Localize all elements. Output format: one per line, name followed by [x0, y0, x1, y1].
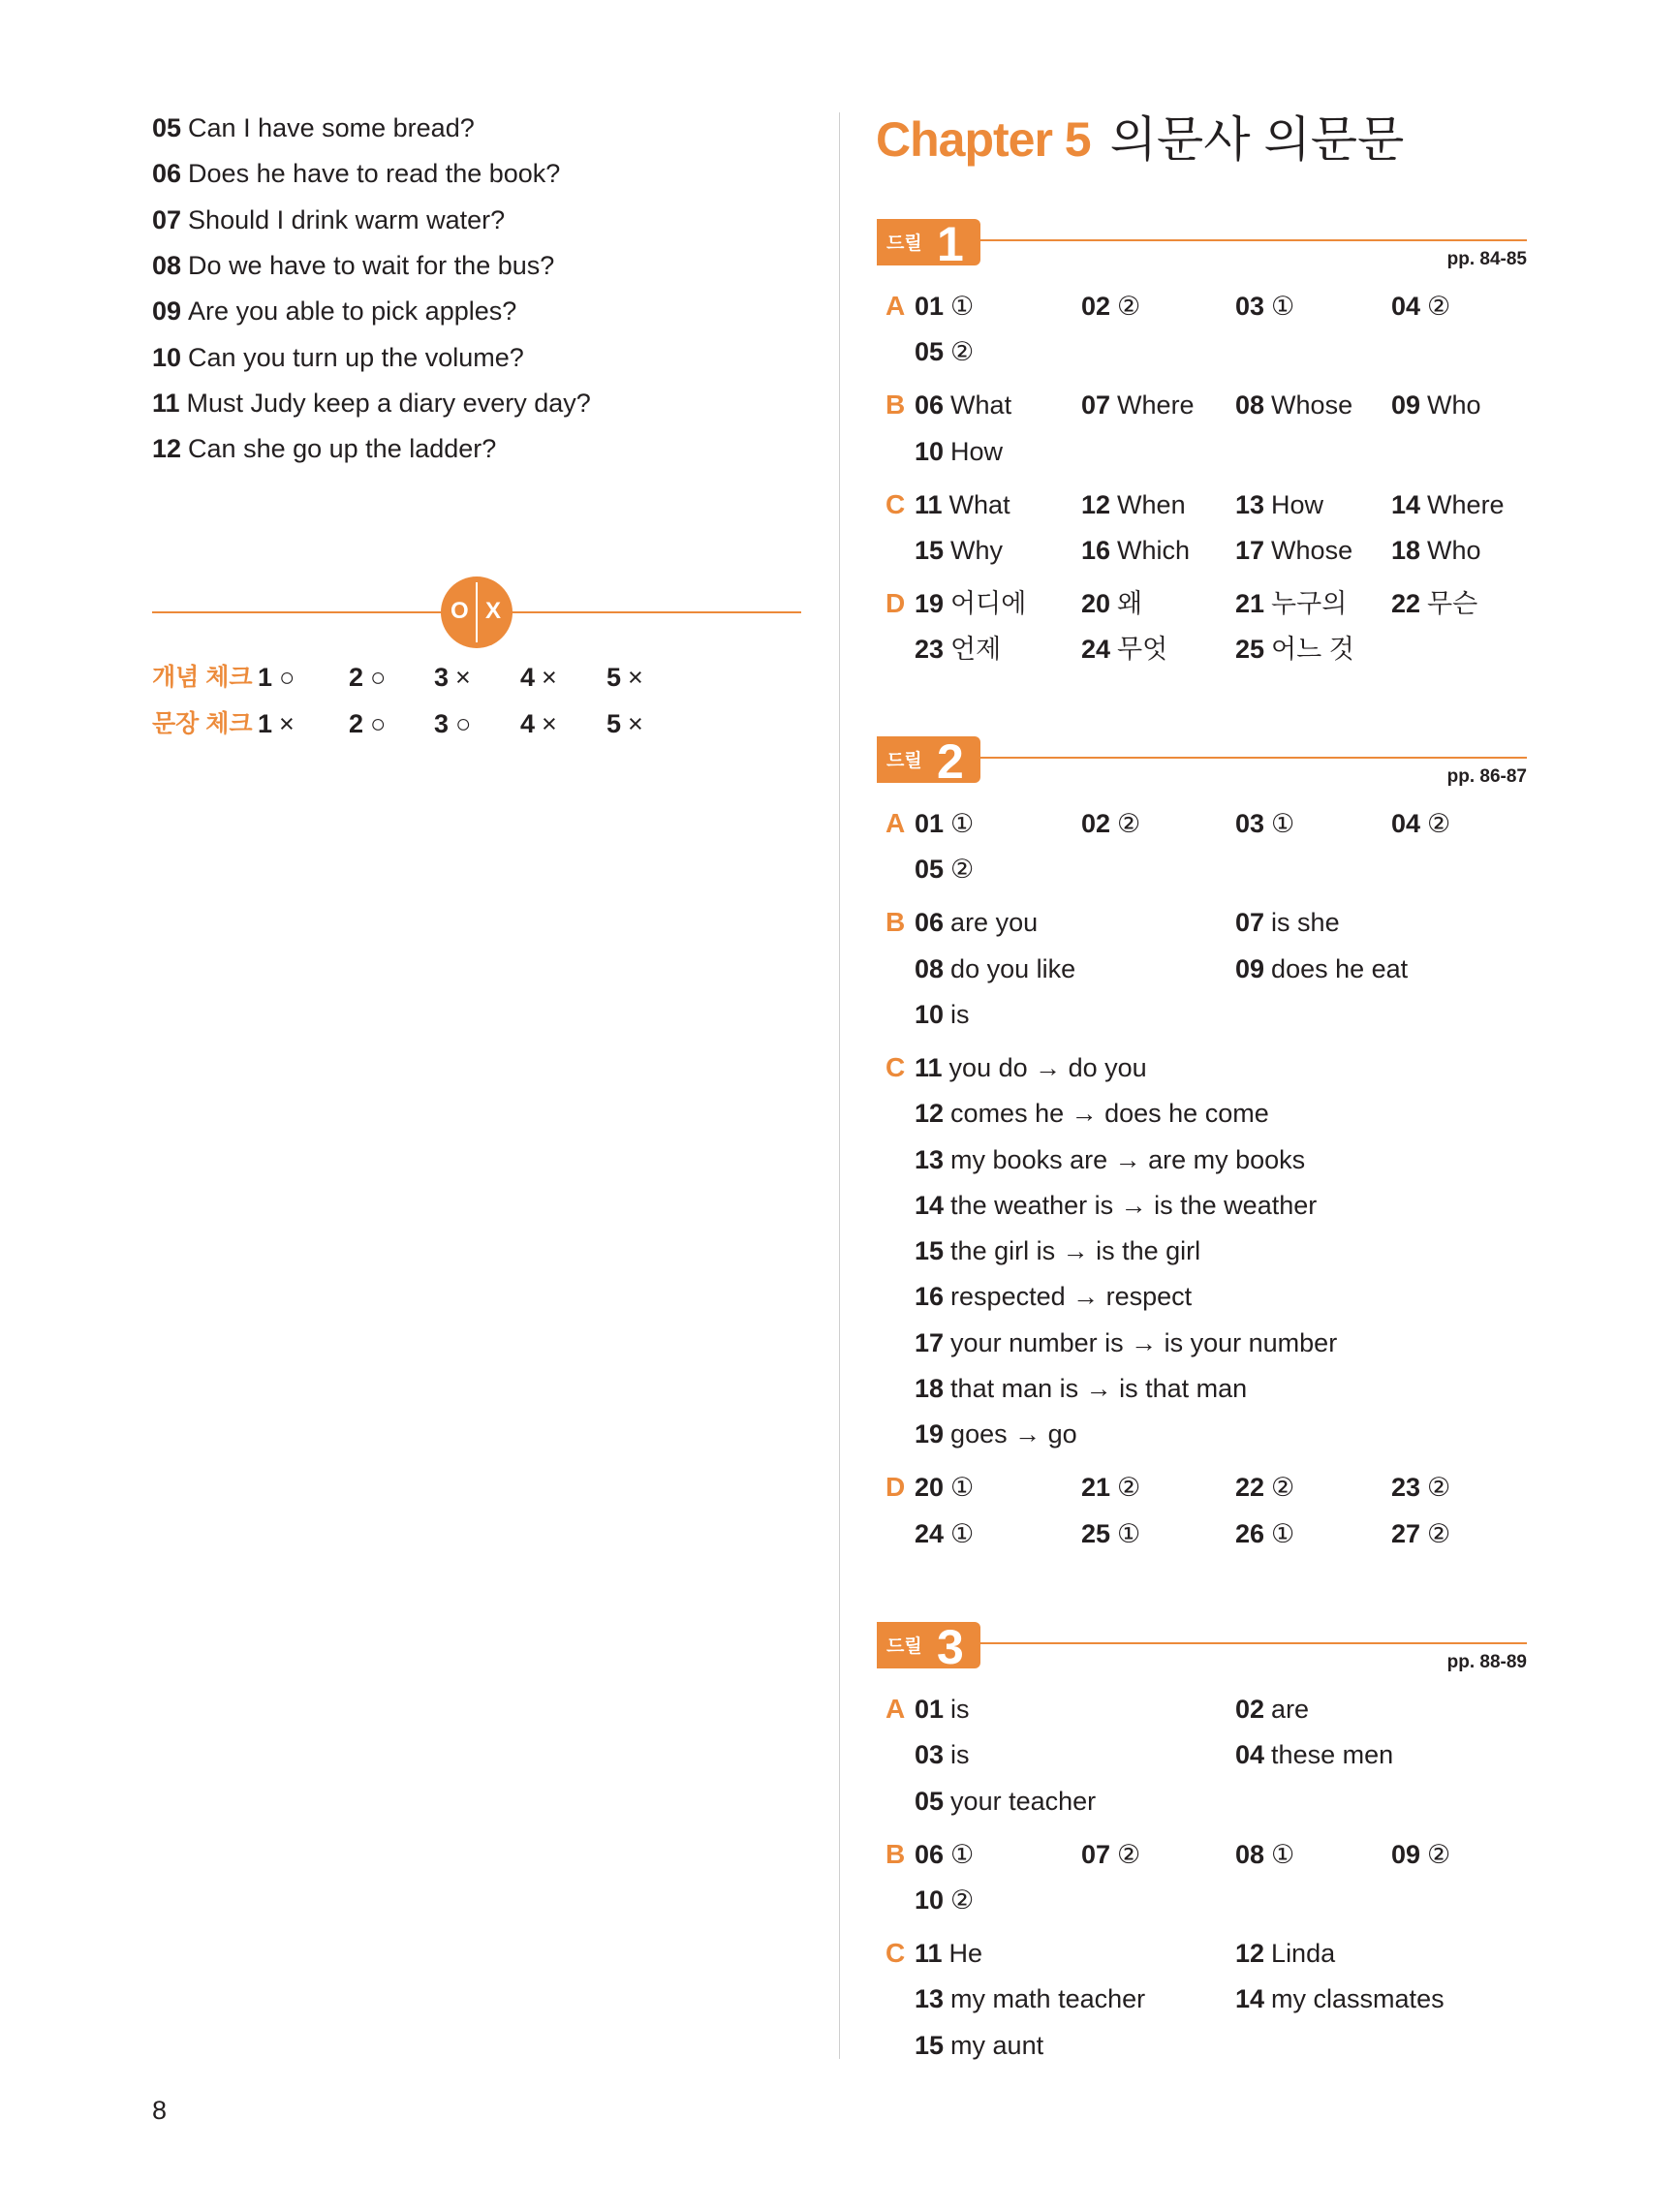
answer-item: [1391, 487, 1505, 522]
answer-text: Whose: [1271, 535, 1353, 565]
answer-text: does he eat: [1271, 953, 1409, 983]
answer-text: 누구의: [1271, 588, 1348, 618]
answer-text: Which: [1117, 535, 1191, 565]
answer-number: 05: [915, 337, 945, 367]
sentence-item: [152, 294, 516, 328]
check-number: 4: [520, 663, 536, 692]
item-text: Does he have to read the book?: [188, 159, 561, 189]
answer-item: [915, 1470, 974, 1505]
answer-text: ②: [1427, 809, 1451, 838]
sentence-item: [152, 110, 475, 145]
check-mark: ○: [279, 663, 295, 692]
item-number: 05: [152, 113, 182, 142]
answer-item: [1081, 388, 1195, 422]
answer-number: 18: [1391, 535, 1421, 565]
answer-item: [915, 1883, 974, 1917]
drill-label: 드릴: [886, 234, 922, 254]
answer-item: [1235, 586, 1347, 621]
answer-number: 04: [1391, 809, 1421, 838]
answer-text: 무슨: [1427, 588, 1478, 618]
answer-number: 12: [1235, 1938, 1265, 1968]
item-number: 10: [152, 342, 182, 372]
answer-text: He: [948, 1938, 983, 1968]
answer-text: is: [950, 1740, 970, 1770]
sentence-item: [152, 248, 554, 283]
answer-number: 03: [1235, 809, 1265, 838]
answer-number: 07: [1081, 1839, 1111, 1869]
answer-item: [915, 1837, 974, 1872]
answer-number: 01: [915, 1695, 945, 1724]
answer-number: 06: [915, 908, 945, 938]
answer-item: [1235, 632, 1354, 667]
answer-number: 03: [915, 1740, 945, 1770]
item-number: 11: [152, 388, 180, 418]
drill-line: [980, 239, 1527, 241]
answer-number: 15: [915, 2030, 945, 2060]
check-item: [520, 660, 557, 695]
answer-text: ②: [1427, 1473, 1451, 1503]
section-letter: A: [886, 808, 906, 838]
answer-text: ②: [950, 337, 975, 367]
answer-number: 21: [1235, 588, 1265, 618]
answer-number: 10: [915, 1885, 945, 1915]
answer-item: [1235, 289, 1294, 324]
answer-number: 13: [1235, 489, 1265, 519]
answer-text: ②: [1117, 1839, 1141, 1869]
answer-item: [1391, 1837, 1450, 1872]
item-number: 07: [152, 204, 182, 234]
answer-item: [915, 1417, 1077, 1451]
answer-number: 05: [915, 855, 945, 885]
answer-text: ①: [1271, 1839, 1295, 1869]
check-item: [349, 660, 386, 695]
drill-line: [980, 757, 1527, 759]
answer-item: [915, 487, 1010, 522]
answer-number: 07: [1235, 908, 1265, 938]
section-letter: B: [886, 907, 906, 938]
section-letter: A: [886, 291, 906, 321]
answer-item: [915, 951, 1075, 986]
answer-text: 어느 것: [1271, 635, 1354, 665]
answer-item: [915, 1737, 970, 1772]
check-item: [434, 660, 471, 695]
check-item: [258, 660, 295, 695]
answer-number: 18: [915, 1374, 945, 1403]
answer-item: [1235, 905, 1340, 940]
answer-number: 15: [915, 535, 945, 565]
answer-item: [915, 806, 974, 841]
item-text: Can she go up the ladder?: [188, 434, 497, 464]
check-item: [258, 706, 295, 741]
answer-text: my books are → are my books: [950, 1144, 1306, 1174]
check-number: 3: [434, 709, 450, 738]
answer-item: [1081, 1516, 1140, 1551]
section-letter: B: [886, 389, 906, 421]
answer-item: [915, 1142, 1305, 1177]
answer-number: 11: [915, 1052, 943, 1082]
answer-text: ②: [1117, 292, 1141, 321]
answer-item: [915, 533, 1003, 568]
answer-item: [1235, 1936, 1335, 1971]
answer-item: [1235, 1837, 1294, 1872]
answer-text: the girl is → is the girl: [950, 1236, 1201, 1266]
answer-number: 01: [915, 809, 945, 838]
sentence-item: [152, 431, 496, 466]
answer-number: 09: [1235, 953, 1265, 983]
answer-item: [1081, 487, 1186, 522]
answer-item: [915, 1279, 1192, 1314]
drill-label: 드릴: [886, 1636, 922, 1657]
answer-number: 14: [915, 1190, 945, 1220]
answer-number: 02: [1081, 292, 1111, 321]
answer-number: 19: [915, 588, 945, 618]
answer-number: 15: [915, 1236, 945, 1266]
answer-text: that man is → is that man: [950, 1374, 1248, 1403]
answer-number: 02: [1235, 1695, 1265, 1724]
check-number: 5: [606, 709, 622, 738]
answer-text: ①: [950, 809, 975, 838]
item-text: Can you turn up the volume?: [188, 342, 524, 372]
answer-item: [1081, 1470, 1140, 1505]
answer-item: [915, 905, 1038, 940]
answer-text: Who: [1427, 390, 1481, 421]
answer-item: [915, 1371, 1247, 1406]
check-mark: ×: [542, 709, 557, 738]
answer-number: 19: [915, 1419, 945, 1449]
item-number: 09: [152, 296, 182, 327]
section-letter: D: [886, 587, 906, 618]
answer-number: 13: [915, 1144, 945, 1174]
answer-number: 22: [1235, 1473, 1265, 1503]
answer-item: [915, 1516, 974, 1551]
answer-text: your teacher: [950, 1786, 1097, 1816]
drill-badge: [877, 734, 980, 789]
answer-number: 13: [915, 1984, 945, 2014]
answer-number: 09: [1391, 390, 1421, 421]
answer-number: 14: [1235, 1984, 1265, 2014]
answer-number: 25: [1235, 635, 1265, 665]
check-number: 3: [434, 663, 450, 692]
answer-text: What: [950, 390, 1012, 421]
answer-item: [915, 1050, 1147, 1085]
answer-number: 22: [1391, 588, 1421, 618]
check-number: 2: [349, 709, 364, 738]
answer-number: 25: [1081, 1518, 1111, 1548]
answer-number: 23: [1391, 1473, 1421, 1503]
answer-text: ②: [1427, 292, 1451, 321]
answer-item: [1391, 289, 1450, 324]
item-number: 06: [152, 159, 182, 189]
answer-text: How: [950, 436, 1004, 466]
answer-item: [1391, 806, 1450, 841]
drill-pages: pp. 86-87: [1446, 766, 1527, 787]
answer-item: [915, 388, 1011, 422]
answer-item: [1235, 533, 1352, 568]
answer-text: is: [950, 999, 970, 1029]
answer-number: 02: [1081, 809, 1111, 838]
answer-text: are: [1271, 1695, 1310, 1724]
answer-text: are you: [950, 908, 1039, 938]
answer-text: ①: [950, 1473, 975, 1503]
sentence-item: [152, 386, 591, 421]
sentence-item: [152, 156, 560, 191]
answer-number: 17: [915, 1327, 945, 1357]
check-number: 5: [606, 663, 622, 692]
answer-text: my classmates: [1271, 1984, 1445, 2014]
answer-number: 05: [915, 1786, 945, 1816]
chapter-heading: [876, 109, 1404, 171]
check-mark: ×: [455, 663, 471, 692]
check-label: 문장 체크: [152, 710, 253, 737]
section-letter: C: [886, 488, 906, 519]
check-item: [349, 706, 386, 741]
check-number: 1: [258, 663, 273, 692]
answer-number: 11: [915, 1938, 943, 1968]
drill-pages: pp. 88-89: [1446, 1652, 1527, 1672]
answer-item: [915, 289, 974, 324]
drill-number: 1: [937, 217, 964, 271]
answer-item: [1081, 806, 1140, 841]
answer-item: [915, 1096, 1269, 1131]
answer-text: my aunt: [950, 2030, 1044, 2060]
ox-badge: [441, 576, 513, 648]
answer-number: 01: [915, 292, 945, 321]
answer-number: 16: [915, 1282, 945, 1312]
item-number: 12: [152, 434, 182, 464]
answer-number: 06: [915, 390, 945, 421]
answer-number: 12: [1081, 489, 1111, 519]
item-text: Do we have to wait for the bus?: [188, 250, 555, 280]
page-number: 8: [152, 2096, 168, 2125]
answer-text: Who: [1427, 535, 1481, 565]
answer-item: [1081, 289, 1140, 324]
answer-text: ①: [1271, 1518, 1295, 1548]
answer-item: [915, 997, 970, 1032]
answer-number: 26: [1235, 1518, 1265, 1548]
answer-text: the weather is → is the weather: [950, 1190, 1318, 1220]
answer-number: 23: [915, 635, 945, 665]
answer-number: 06: [915, 1839, 945, 1869]
answer-number: 14: [1391, 489, 1421, 519]
check-mark: ○: [455, 709, 472, 738]
item-text: Should I drink warm water?: [188, 204, 506, 234]
drill-badge: [877, 217, 980, 271]
answer-text: Linda: [1271, 1938, 1336, 1968]
answer-item: [1081, 586, 1142, 621]
answer-item: [915, 1188, 1317, 1223]
drill-badge: [877, 1620, 980, 1674]
answer-item: [1235, 1470, 1294, 1505]
chapter-label: Chapter 5: [876, 112, 1091, 167]
answer-item: [915, 1981, 1145, 2016]
ox-o: O: [451, 598, 469, 624]
answer-item: [915, 852, 974, 887]
answer-number: 04: [1391, 292, 1421, 321]
answer-text: do you like: [950, 953, 1076, 983]
answer-number: 17: [1235, 535, 1265, 565]
answer-text: When: [1117, 489, 1186, 519]
check-mark: ×: [628, 709, 643, 738]
answer-text: you do → do you: [948, 1052, 1147, 1082]
answer-item: [1235, 806, 1294, 841]
answer-number: 27: [1391, 1518, 1421, 1548]
answer-text: Why: [950, 535, 1004, 565]
answer-number: 20: [915, 1473, 945, 1503]
answer-item: [1391, 533, 1481, 568]
answer-text: 언제: [950, 635, 1002, 665]
check-number: 4: [520, 709, 536, 738]
answer-text: my math teacher: [950, 1984, 1146, 2014]
check-label: 개념 체크: [152, 664, 253, 691]
answer-item: [1391, 1470, 1450, 1505]
answer-number: 09: [1391, 1839, 1421, 1869]
check-number: 1: [258, 709, 273, 738]
answer-text: Where: [1117, 390, 1195, 421]
answer-number: 10: [915, 436, 945, 466]
answer-number: 24: [1081, 635, 1111, 665]
check-mark: ×: [628, 663, 643, 692]
answer-text: ②: [950, 855, 975, 885]
drill-label: 드릴: [886, 751, 922, 771]
answer-item: [1235, 1981, 1445, 2016]
answer-number: 07: [1081, 390, 1111, 421]
item-text: Can I have some bread?: [188, 113, 475, 142]
answer-text: Where: [1427, 489, 1505, 519]
check-item: [606, 660, 643, 695]
answer-item: [1081, 1837, 1140, 1872]
answer-text: ①: [950, 292, 975, 321]
section-letter: C: [886, 1937, 906, 1968]
answer-item: [1235, 1516, 1294, 1551]
ox-x: X: [485, 598, 502, 624]
answer-text: ①: [1271, 809, 1295, 838]
answer-text: ②: [1271, 1473, 1295, 1503]
answer-text: goes → go: [950, 1419, 1077, 1449]
drill-number: 3: [937, 1620, 964, 1674]
answer-text: ②: [1117, 1473, 1141, 1503]
drill-number: 2: [937, 734, 964, 789]
answer-number: 20: [1081, 588, 1111, 618]
answer-item: [915, 1233, 1200, 1268]
answer-text: Whose: [1271, 390, 1353, 421]
answer-text: is she: [1271, 908, 1340, 938]
answer-item: [1391, 586, 1477, 621]
sentence-item: [152, 340, 524, 375]
answer-number: 08: [915, 953, 945, 983]
drill-pages: pp. 84-85: [1446, 249, 1527, 269]
answer-number: 08: [1235, 390, 1265, 421]
item-text: Must Judy keep a diary every day?: [186, 388, 591, 418]
answer-number: 08: [1235, 1839, 1265, 1869]
check-mark: ×: [542, 663, 557, 692]
answer-text: ②: [1117, 809, 1141, 838]
answer-number: 04: [1235, 1740, 1265, 1770]
answer-text: What: [948, 489, 1010, 519]
answer-text: comes he → does he come: [950, 1099, 1269, 1129]
section-letter: D: [886, 1472, 906, 1503]
answer-item: [915, 632, 1001, 667]
sentence-item: [152, 203, 505, 237]
answer-number: 16: [1081, 535, 1111, 565]
item-number: 08: [152, 250, 182, 280]
answer-text: 무엇: [1117, 635, 1168, 665]
answer-item: [915, 434, 1003, 469]
check-mark: ○: [370, 709, 387, 738]
answer-text: ①: [950, 1518, 975, 1548]
check-item: [520, 706, 557, 741]
answer-text: 어디에: [950, 588, 1027, 618]
check-item: [606, 706, 643, 741]
answer-item: [915, 334, 974, 369]
answer-item: [1235, 951, 1408, 986]
answer-number: 11: [915, 489, 943, 519]
section-letter: C: [886, 1051, 906, 1082]
check-mark: ○: [370, 663, 387, 692]
ox-separator: [476, 582, 478, 642]
answer-item: [915, 1936, 982, 1971]
answer-number: 03: [1235, 292, 1265, 321]
section-letter: A: [886, 1694, 906, 1724]
answer-item: [915, 1692, 970, 1727]
answer-item: [1081, 533, 1190, 568]
answer-item: [915, 1325, 1337, 1360]
answer-number: 24: [915, 1518, 945, 1548]
answer-text: 왜: [1117, 588, 1143, 618]
item-text: Are you able to pick apples?: [188, 296, 517, 327]
answer-text: respected → respect: [950, 1282, 1193, 1312]
answer-item: [1391, 388, 1481, 422]
answer-item: [1235, 1737, 1393, 1772]
answer-text: your number is → is your number: [950, 1327, 1338, 1357]
answer-item: [1081, 632, 1167, 667]
answer-item: [1391, 1516, 1450, 1551]
answer-text: ②: [1427, 1518, 1451, 1548]
answer-item: [915, 2028, 1043, 2063]
answer-item: [915, 1784, 1096, 1819]
answer-number: 12: [915, 1099, 945, 1129]
chapter-title: 의문사 의문문: [1109, 112, 1405, 167]
column-divider: [839, 112, 840, 2059]
answer-item: [1235, 388, 1352, 422]
drill-line: [980, 1642, 1527, 1644]
answer-text: ①: [1271, 292, 1295, 321]
answer-text: How: [1271, 489, 1324, 519]
answer-item: [1235, 1692, 1309, 1727]
answer-number: 10: [915, 999, 945, 1029]
answer-number: 21: [1081, 1473, 1111, 1503]
answer-text: is: [950, 1695, 970, 1724]
check-item: [434, 706, 471, 741]
answer-text: ①: [950, 1839, 975, 1869]
answer-item: [1235, 487, 1323, 522]
answer-text: ②: [1427, 1839, 1451, 1869]
answer-text: these men: [1271, 1740, 1394, 1770]
answer-item: [915, 586, 1026, 621]
section-letter: B: [886, 1838, 906, 1869]
check-mark: ×: [279, 709, 295, 738]
check-number: 2: [349, 663, 364, 692]
answer-text: ②: [950, 1885, 975, 1915]
answer-text: ①: [1117, 1518, 1141, 1548]
